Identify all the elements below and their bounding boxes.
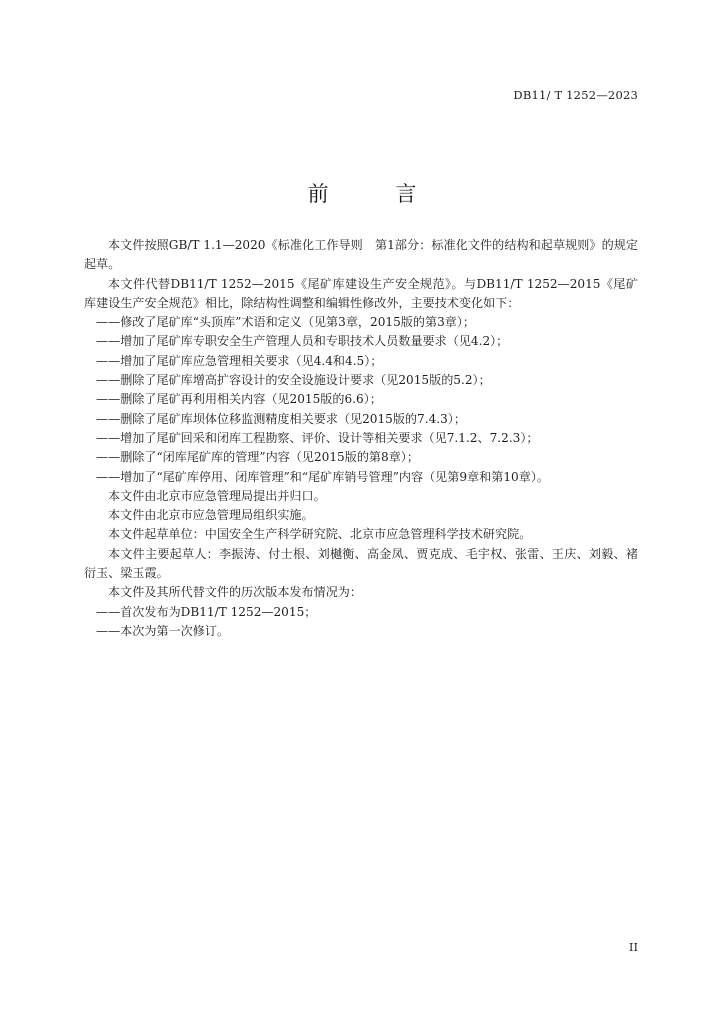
- page-number: II: [628, 940, 638, 954]
- list-item: ——本次为第一次修订。: [96, 623, 230, 638]
- list-item: ——增加了尾矿回采和闭库工程勘察、评价、设计等相关要求（见7.1.2、7.2.3）；: [96, 430, 539, 445]
- paragraph-proposer: 本文件由北京市应急管理局提出并归口。: [108, 488, 326, 503]
- list-item: ——增加了尾矿库应急管理相关要求（见4.4和4.5）；: [96, 353, 383, 368]
- paragraph-drafters: 本文件主要起草人：李振涛、付士根、刘樾衡、高金凤、贾克成、毛宇权、张雷、王庆、刘毅、褚衍玉、梁玉霞。: [84, 546, 638, 581]
- paragraph-drafting-basis: 本文件按照GB/T 1.1—2020《标准化工作导则 第1部分：标准化文件的结构和起草规则》的规定起草。: [84, 238, 638, 272]
- paragraph-history-intro: 本文件及其所代替文件的历次版本发布情况为：: [108, 585, 362, 600]
- page-title: 前 言: [307, 182, 447, 206]
- document-code: DB11/ T 1252—2023: [513, 88, 638, 102]
- paragraph-implementer: 本文件由北京市应急管理局组织实施。: [108, 508, 314, 523]
- foreword-body: [84, 236, 638, 641]
- paragraph-replacement-note: 本文件代替DB11/T 1252—2015《尾矿库建设生产安全规范》。与DB11/T 1252—2015《尾矿库建设生产安全规范》相比，除结构性调整和编辑性修改外，主要技术变化如下：: [84, 276, 638, 310]
- version-history-list: [84, 603, 638, 642]
- technical-changes-list: [84, 313, 638, 487]
- list-item: ——删除了“闭库尾矿库的管理”内容（见2015版的第8章）；: [96, 450, 419, 465]
- list-item: ——删除了尾矿再利用相关内容（见2015版的6.6）；: [96, 392, 382, 407]
- list-item: ——删除了尾矿库坝体位移监测精度相关要求（见2015版的7.4.3）；: [96, 411, 466, 426]
- list-item: ——首次发布为DB11/T 1252—2015；: [96, 604, 317, 619]
- list-item: ——增加了“尾矿库停用、闭库管理”和“尾矿库销号管理”内容（见第9章和第10章）。: [96, 469, 549, 484]
- list-item: ——修改了尾矿库“头顶库”术语和定义（见第3章，2015版的第3章）；: [96, 315, 476, 330]
- paragraph-drafting-units: 本文件起草单位：中国安全生产科学研究院、北京市应急管理科学技术研究院。: [108, 527, 532, 542]
- list-item: ——增加了尾矿库专职安全生产管理人员和专职技术人员数量要求（见4.2）；: [96, 334, 509, 349]
- list-item: ——删除了尾矿库增高扩容设计的安全设施设计要求（见2015版的5.2）；: [96, 373, 491, 388]
